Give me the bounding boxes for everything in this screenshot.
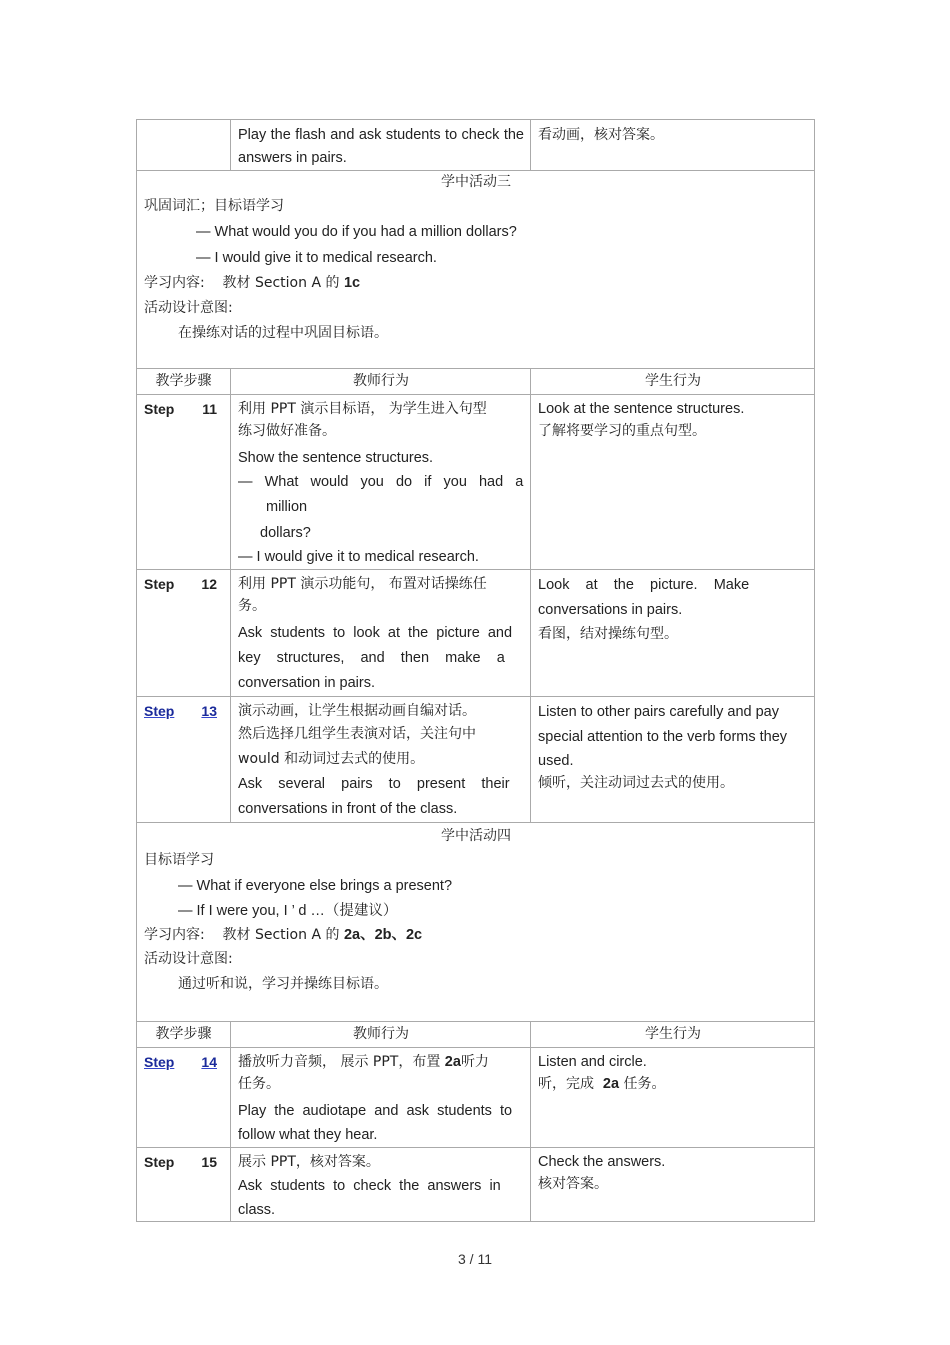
student-cn: 倾听，关注动词过去式的使用。 [538, 775, 734, 791]
student-action-cell [531, 697, 815, 823]
step-word: Step [144, 576, 175, 592]
activity-topic: 巩固词汇；目标语学习 [144, 198, 284, 214]
teacher-en: dollars? [260, 525, 311, 541]
activity-title: 学中活动三 [441, 174, 511, 190]
content-line [144, 923, 808, 947]
teacher-cn: 利用 PPT 演示功能句， 布置对话操练任 [238, 576, 487, 592]
intent-text: 通过听和说，学习并操练目标语。 [178, 976, 388, 992]
intent-label: 活动设计意图: [144, 951, 233, 967]
content-line [144, 271, 808, 296]
step-link[interactable] [144, 700, 217, 723]
dialog-line: — If I were you, I ’ d …（提建议） [178, 903, 398, 919]
student-cn: 任务。 [623, 1076, 666, 1092]
teacher-cn: 任务。 [238, 1076, 280, 1092]
intent-text: 在操练对话的过程中巩固目标语。 [178, 325, 388, 341]
student-cn: 了解将要学习的重点句型。 [538, 423, 706, 439]
content-label: 学习内容: [144, 927, 205, 943]
content-text: 教材 Section A 的 [222, 927, 340, 943]
step-word: Step [144, 703, 175, 719]
content-label: 学习内容: [144, 275, 205, 291]
header-steps: 教学步骤 [137, 369, 231, 395]
header-steps: 教学步骤 [137, 1022, 231, 1048]
teacher-en: Play the audiotape and ask students to [238, 1103, 513, 1119]
student-action-cell [531, 1048, 815, 1148]
step-word: Step [144, 1154, 175, 1170]
teacher-cn-bold: 2a [444, 1054, 461, 1070]
table-row [137, 697, 815, 823]
teacher-action-cell [231, 1048, 531, 1148]
step-cell[interactable] [137, 697, 231, 823]
page-number: 3 / 11 [458, 1251, 492, 1267]
content-bold: 2a、2b、2c [343, 927, 423, 943]
student-action-cell [531, 570, 815, 697]
teacher-en: — I would give it to medical research. [238, 549, 479, 565]
teacher-cn: 演示动画，让学生根据动画自编对话。 [238, 703, 476, 719]
table-row [137, 570, 815, 697]
student-en: special attention to the verb forms they [538, 729, 788, 745]
activity-block [137, 171, 815, 369]
student-cn-bold: 2a [602, 1076, 620, 1092]
table-row [137, 120, 815, 171]
teacher-en: conversations in front of the class. [238, 801, 458, 817]
teacher-cn: 练习做好准备。 [238, 423, 336, 439]
teacher-en: follow what they hear. [238, 1127, 378, 1143]
student-action-cell [531, 1148, 815, 1222]
student-action-cell [531, 395, 815, 570]
teacher-action-cell [231, 570, 531, 697]
student-action-cell [531, 120, 815, 171]
step-number: 12 [201, 576, 217, 592]
student-en: Listen to other pairs carefully and pay [538, 704, 779, 720]
teacher-en: — What would you do if you had a [238, 474, 524, 490]
teacher-en: key structures, and then make a [238, 650, 505, 666]
teacher-cn: 然后选择几组学生表演对话，关注句中 [238, 726, 476, 742]
step-number: 11 [202, 401, 217, 417]
content-bold: 1c [343, 275, 361, 291]
student-cn: 听，完成 [538, 1076, 594, 1092]
header-teacher: 教师行为 [231, 369, 531, 395]
step-number: 14 [201, 1054, 217, 1070]
teacher-action-cell [231, 120, 531, 171]
content-text: 教材 Section A 的 [222, 275, 340, 291]
teacher-cn: 务。 [238, 598, 266, 614]
activity-title: 学中活动四 [441, 828, 511, 844]
student-cn: 核对答案。 [538, 1176, 608, 1192]
step-word: Step [144, 1054, 175, 1070]
teacher-en: conversation in pairs. [238, 675, 376, 691]
teacher-action-cell [231, 1148, 531, 1222]
teacher-cn-line [238, 1051, 524, 1073]
teacher-action-cell [231, 697, 531, 823]
step-cell-empty [137, 120, 231, 171]
activity-topic: 目标语学习 [144, 852, 214, 868]
student-en: Listen and circle. [538, 1054, 647, 1070]
step-cell [137, 570, 231, 697]
student-en: used. [538, 753, 574, 769]
activity-4-cell [137, 823, 815, 1022]
teacher-cn: 利用 PPT 演示目标语， 为学生进入句型 [238, 401, 487, 417]
step-cell [137, 1148, 231, 1222]
dialog-line: — What if everyone else brings a present? [178, 878, 453, 894]
step-cell[interactable] [137, 1048, 231, 1148]
lesson-plan-table [136, 119, 815, 1222]
teacher-en: Ask students to look at the picture and [238, 625, 513, 641]
teacher-en: million [266, 499, 308, 515]
student-text: 看动画，核对答案。 [538, 127, 664, 143]
teacher-en: Ask several pairs to present their [238, 776, 510, 792]
teacher-cn: would 和动词过去式的使用。 [238, 751, 425, 767]
table-header-row [137, 369, 815, 395]
teacher-en: class. [238, 1202, 276, 1218]
dialog-line: — I would give it to medical research. [196, 250, 437, 266]
step-word: Step [144, 401, 175, 417]
teacher-en: Ask students to check the answers in [238, 1178, 501, 1194]
header-teacher: 教师行为 [231, 1022, 531, 1048]
teacher-cn: 展示 PPT，核对答案。 [238, 1154, 380, 1170]
activity-block [137, 823, 815, 1022]
teacher-text: Play the flash and ask students to check the answers in pairs. [238, 127, 524, 166]
table-row [137, 1048, 815, 1148]
step-number: 15 [201, 1154, 217, 1170]
student-cn-line [538, 1073, 808, 1095]
intent-label: 活动设计意图: [144, 300, 233, 316]
table-row [137, 1148, 815, 1222]
student-en: conversations in pairs. [538, 602, 683, 618]
table-row [137, 395, 815, 570]
teacher-action-cell [231, 395, 531, 570]
table-header-row [137, 1022, 815, 1048]
header-student: 学生行为 [531, 1022, 815, 1048]
student-en: Check the answers. [538, 1154, 666, 1170]
student-en: Look at the picture. Make [538, 577, 750, 593]
teacher-cn: 播放听力音频， 展示 PPT，布置 [238, 1054, 441, 1070]
dialog-line: — What would you do if you had a million dollars? [196, 224, 517, 240]
teacher-en: Show the sentence structures. [238, 450, 434, 466]
step-number: 13 [201, 703, 217, 719]
student-cn: 看图，结对操练句型。 [538, 626, 678, 642]
step-link[interactable] [144, 1051, 217, 1074]
teacher-cn: 听力 [460, 1054, 489, 1070]
student-en: Look at the sentence structures. [538, 401, 745, 417]
activity-3-cell [137, 171, 815, 369]
step-cell [137, 395, 231, 570]
header-student: 学生行为 [531, 369, 815, 395]
